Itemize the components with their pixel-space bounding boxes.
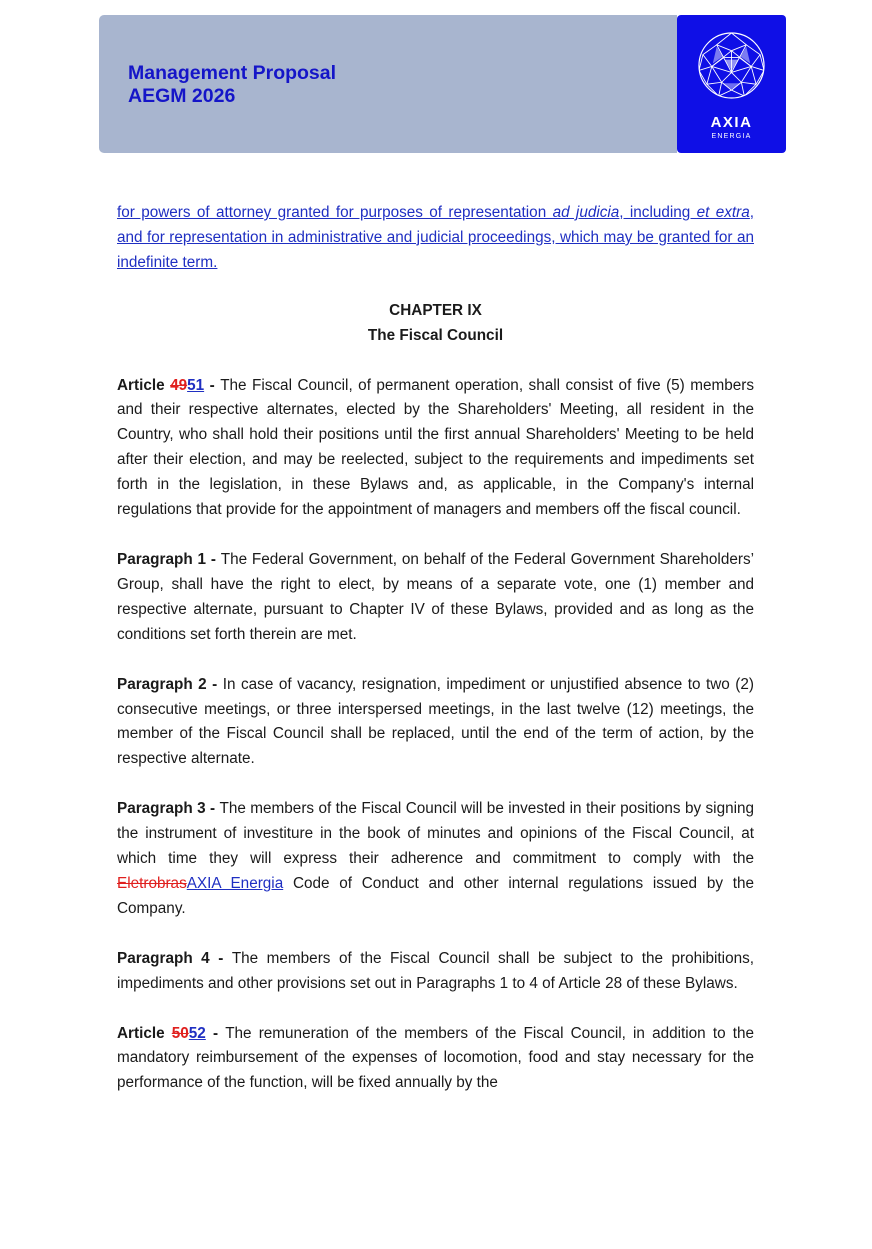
paragraph-2	[117, 673, 754, 773]
header-title-line1: Management Proposal	[128, 62, 337, 84]
article-51-old-number: 49	[170, 376, 188, 394]
article-51-new-number: 51	[187, 376, 205, 394]
paragraph-1-text: The Federal Government, on behalf of the Federal Government Shareholders’ Group, shall have the right to elect, by means of a separate vote, one (1) member and respective alternate, pursuant to Chapter IV of these Bylaws, provided and as long as the conditions set forth therein are met.	[117, 550, 754, 643]
article-52-label: Article	[117, 1024, 172, 1042]
article-52-new-number: 52	[188, 1024, 206, 1042]
article-51-dash: -	[204, 376, 221, 394]
chapter-title: The Fiscal Council	[367, 326, 504, 344]
article-52-old-number: 50	[171, 1024, 189, 1042]
article-51-text: The Fiscal Council, of permanent operation, shall consist of five (5) members and their respective alternates, elected by the Shareholders' Meeting, all resident in the Country, who shall hold their positions until the first annual Shareholders' Meeting to be held after their election, and may be reelected, subject to the requirements and impediments set forth in the legislation, in these Bylaws and, as applicable, in the Company's internal regulations that provide for the appointment of managers and members off the fiscal council.	[117, 376, 754, 519]
article-52-dash: -	[205, 1024, 226, 1042]
chapter-heading	[117, 299, 754, 349]
logo-wordmark: AXIA	[710, 114, 753, 131]
paragraph-3-text-after: Code of Conduct and other internal regulations issued by the Company.	[117, 874, 754, 917]
paragraph-3	[117, 797, 754, 922]
article-52	[117, 1022, 754, 1097]
article-51-label: Article	[117, 376, 171, 394]
paragraph-4-label: Paragraph 4 -	[117, 949, 232, 967]
paragraph-3-deleted-name: Eletrobras	[117, 874, 187, 892]
article-51	[117, 374, 754, 523]
logo-subtitle: ENERGIA	[711, 133, 752, 140]
header-title	[128, 62, 336, 108]
paragraph-3-inserted-name: AXIA Energia	[186, 874, 284, 892]
paragraph-2-text: In case of vacancy, resignation, impediment or unjustified absence to two (2) consecutive meetings, or three interspersed meetings, in the last twelve (12) meetings, the member of the Fiscal Council shall be replaced, until the end of the term of action, by the respective alternate.	[117, 675, 754, 768]
intro-text-3: , and for representation in administrative and judicial proceedings, which may be granted for an indefinite term.	[117, 204, 755, 271]
chapter-number: CHAPTER IX	[389, 301, 482, 319]
document-body	[117, 201, 754, 1096]
intro-inserted-paragraph	[117, 201, 754, 276]
intro-italic-1: ad judicia	[552, 204, 620, 221]
paragraph-1-label: Paragraph 1 -	[117, 550, 221, 568]
globe-logo-icon	[697, 31, 766, 100]
paragraph-3-text-before: The members of the Fiscal Council will be invested in their positions by signing the instrument of investiture in the book of minutes and opinions of the Fiscal Council, at which time they will express their adherence and commitment to comply with the	[117, 800, 754, 868]
paragraph-4	[117, 947, 754, 997]
paragraph-1	[117, 548, 754, 648]
paragraph-3-label: Paragraph 3 -	[117, 800, 220, 818]
article-52-text: The remuneration of the members of the Fiscal Council, in addition to the mandatory reimbursement of the expenses of locomotion, food and stay necessary for the performance of the function, will be fixed annually by the	[117, 1024, 754, 1092]
paragraph-2-label: Paragraph 2 -	[117, 675, 223, 693]
header-title-line2: AEGM 2026	[128, 85, 236, 107]
intro-italic-2: et extra	[696, 204, 750, 221]
axia-logo	[677, 15, 786, 153]
intro-text-1: for powers of attorney granted for purposes of representation	[117, 204, 553, 221]
paragraph-4-text: The members of the Fiscal Council shall be subject to the prohibitions, impediments and other provisions set out in Paragraphs 1 to 4 of Article 28 of these Bylaws.	[117, 949, 754, 992]
intro-text-2: , including	[619, 204, 697, 221]
